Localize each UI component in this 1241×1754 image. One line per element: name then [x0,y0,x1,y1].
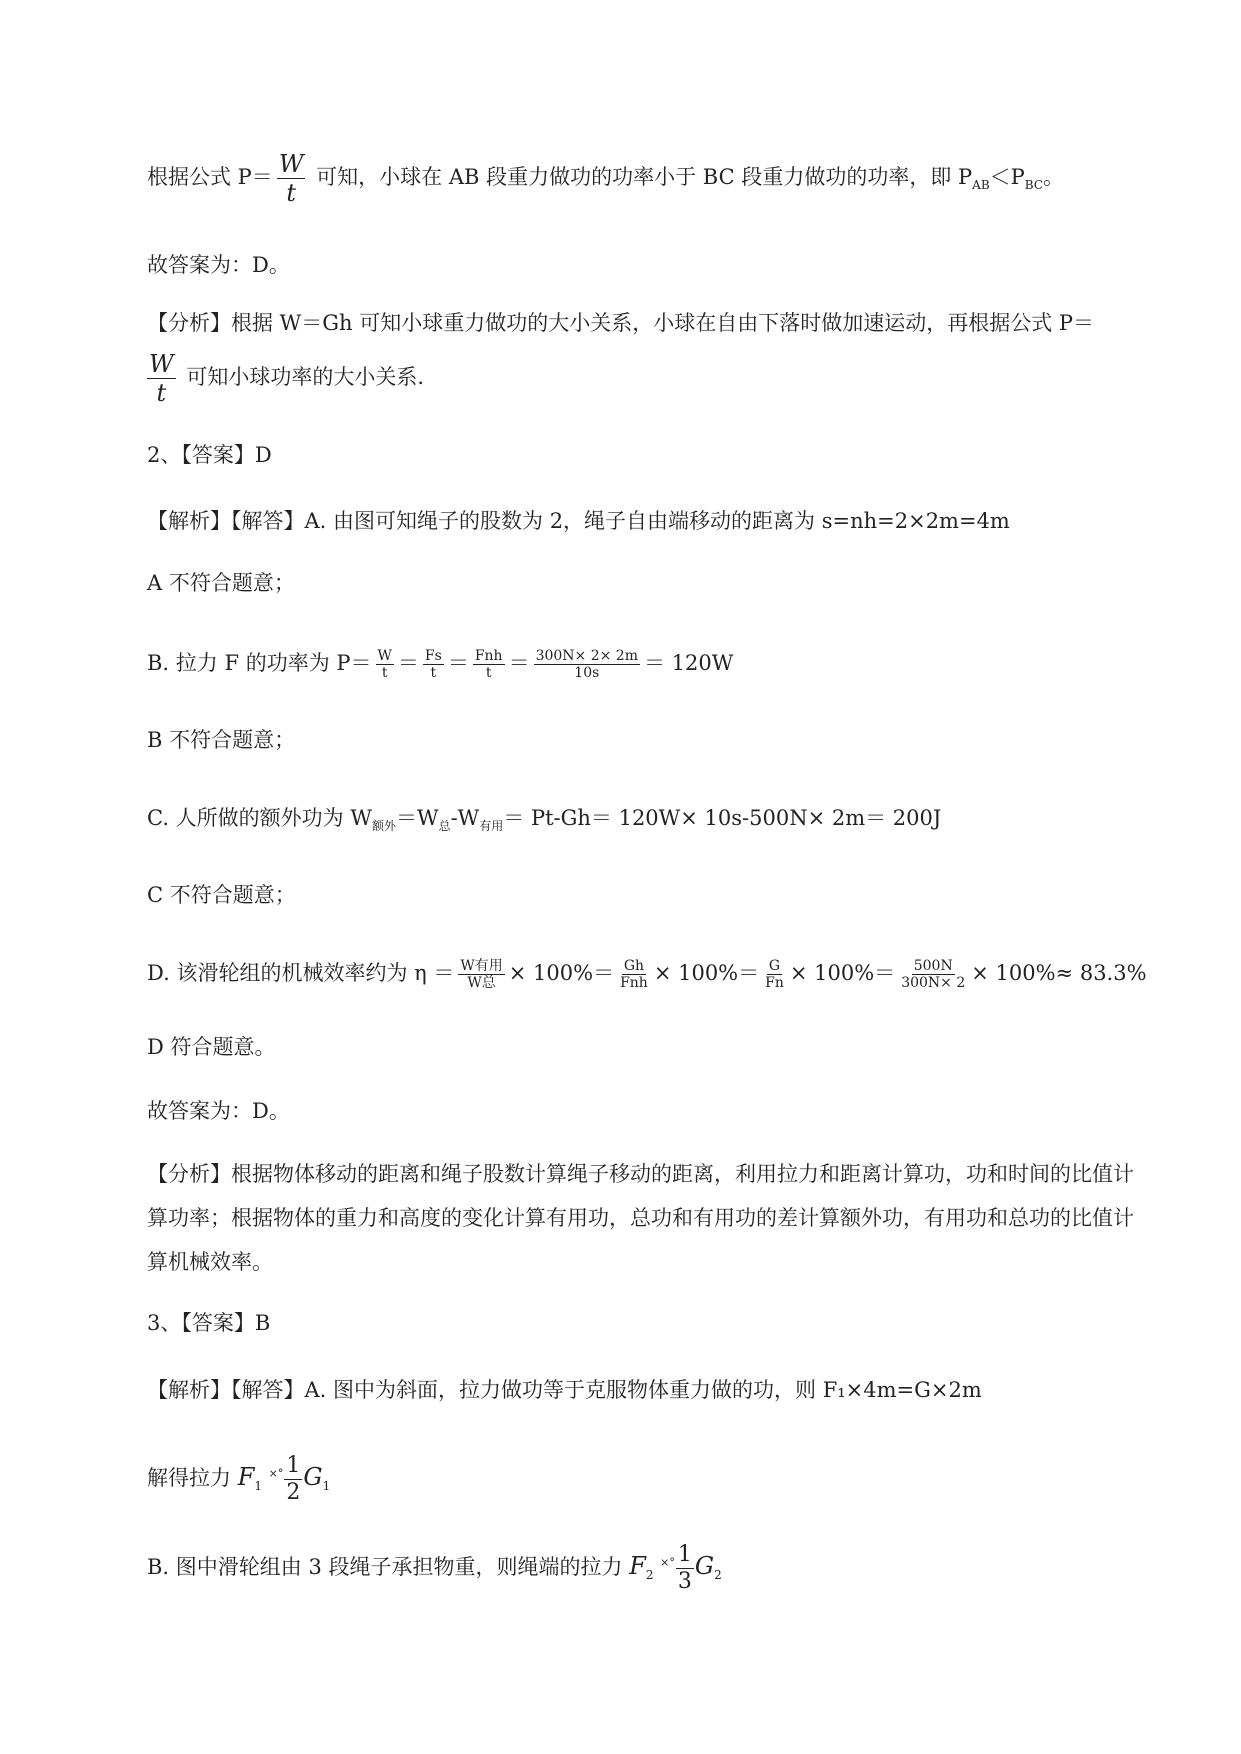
text: -W [450,806,480,830]
fraction-third [676,1542,694,1595]
denominator: W总 [467,975,496,991]
denominator: t [381,665,388,681]
garbled-symbol: ×° [660,1556,675,1569]
solution-3-a-result [147,1453,330,1506]
numerator: 1 [677,1542,692,1567]
subscript: 2 [645,1568,654,1583]
force-symbol: F [237,1463,255,1491]
denominator: Fnh [620,975,648,991]
subscript: 总 [438,819,451,834]
numerator: Gh [623,958,645,974]
subscript: BC [1024,178,1044,193]
denominator: t [286,179,296,207]
denominator: 10s [574,665,600,681]
text: 解得拉力 [147,1466,231,1490]
numerator: 1 [286,1453,301,1478]
fraction [458,958,504,991]
fraction [473,648,505,681]
question-2-answer: 2、【答案】D [147,443,272,467]
text: × 100%＝ [508,961,615,985]
fraction [534,648,640,681]
note-d-correct: D 符合题意。 [147,1035,276,1059]
solution-2-d [147,958,1147,991]
subscript: 有用 [479,819,504,834]
denominator: 300N× 2 [901,975,966,991]
numerator: W [149,350,174,378]
text: 根据公式 P＝ [147,165,273,189]
fraction [376,648,394,681]
denominator: t [430,665,437,681]
text: C. 人所做的额外功为 W [147,806,372,830]
subscript: 1 [254,1479,262,1494]
fraction-w-over-t [147,350,176,407]
line-power-formula [147,150,1064,207]
solution-2-c [147,803,941,841]
numerator: 300N× 2× 2m [535,648,638,664]
weight-symbol: G [694,1552,715,1580]
text: × 100%＝ [789,961,896,985]
denominator: 3 [677,1569,692,1594]
solution-3-b [147,1542,722,1595]
note-b-incorrect: B 不符合题意； [147,728,296,752]
text: 。 [1043,165,1065,189]
text: B. 图中滑轮组由 3 段绳子承担物重，则绳端的拉力 [147,1555,623,1579]
text: × 100%＝ [653,961,760,985]
analysis-1-line-a: 【分析】根据 W＝Gh 可知小球重力做功的大小关系，小球在自由下落时做加速运动，再根据公式 P＝ [147,311,1095,335]
fraction [618,958,650,991]
text: × 100%≈ 83.3% [971,961,1147,985]
analysis-1-line-b [147,350,424,407]
subscript: 额外 [371,819,396,834]
garbled-symbol: ×° [268,1467,284,1480]
solution-2-b: B. 拉力 F 的功率为 P＝ $\frac{W}{t}$ ＝ $\frac{Fs}{t}$ ＝ $\frac{\text{Fnh}}{t}$ ＝ $\frac{300N\times 2\times 2m}{10s}$ ＝ 120W [147,648,734,681]
force-symbol: F [629,1552,646,1580]
fraction-w-over-t [277,150,306,207]
solution-3-a: 【解析】【解答】A. 图中为斜面，拉力做功等于克服物体重力做的功，则 F₁×4m=G×2m [147,1378,982,1402]
note-a-incorrect: A 不符合题意； [147,571,295,595]
fraction [423,648,444,681]
numerator: 500N [913,958,953,974]
weight-symbol: G [303,1463,323,1491]
text: B. 拉力 F 的功率为 P＝ [147,651,372,675]
numerator: W有用 [460,958,503,974]
text: ＜P [989,165,1025,189]
text: ＝W [395,806,439,830]
subscript: 2 [714,1568,722,1583]
text: 可知，小球在 AB 段重力做功的功率小于 BC 段重力做功的功率，即 P [316,165,973,189]
denominator: t [156,379,167,407]
numerator: Fnh [474,648,503,664]
answer-line-2: 故答案为：D。 [147,1099,290,1123]
denominator: t [485,665,492,681]
numerator: W [278,150,304,178]
fraction [763,958,786,991]
fraction [899,958,967,991]
analysis-2: 【分析】根据物体移动的距离和绳子股数计算绳子移动的距离，利用拉力和距离计算功，功和时间的比值计算功率；根据物体的重力和高度的变化计算有用功，总功和有用功的差计算额外功，有用功和总功的比值计算机械效率。 [147,1162,1134,1274]
solution-2-a: 【解析】【解答】A. 由图可知绳子的股数为 2，绳子自由端移动的距离为 s=nh=2×2m=4m [147,509,1010,533]
fraction-half [284,1453,302,1506]
denominator: 2 [286,1480,301,1505]
text: D. 该滑轮组的机械效率约为 η ＝ [147,961,455,985]
answer-line-1: 故答案为：D。 [147,253,290,277]
denominator: Fn [765,975,784,991]
subscript: 1 [322,1479,331,1494]
subscript: AB [972,178,990,193]
text: 可知小球功率的大小关系. [186,365,425,389]
note-c-incorrect: C 不符合题意； [147,883,296,907]
numerator: G [768,958,781,974]
numerator: W [377,648,392,664]
text: ＝ 120W [644,651,734,675]
numerator: Fs [424,648,442,664]
text: ＝ Pt-Gh＝ 120W× 10s-500N× 2m＝ 200J [503,806,942,830]
question-3-answer: 3、【答案】B [147,1311,271,1335]
